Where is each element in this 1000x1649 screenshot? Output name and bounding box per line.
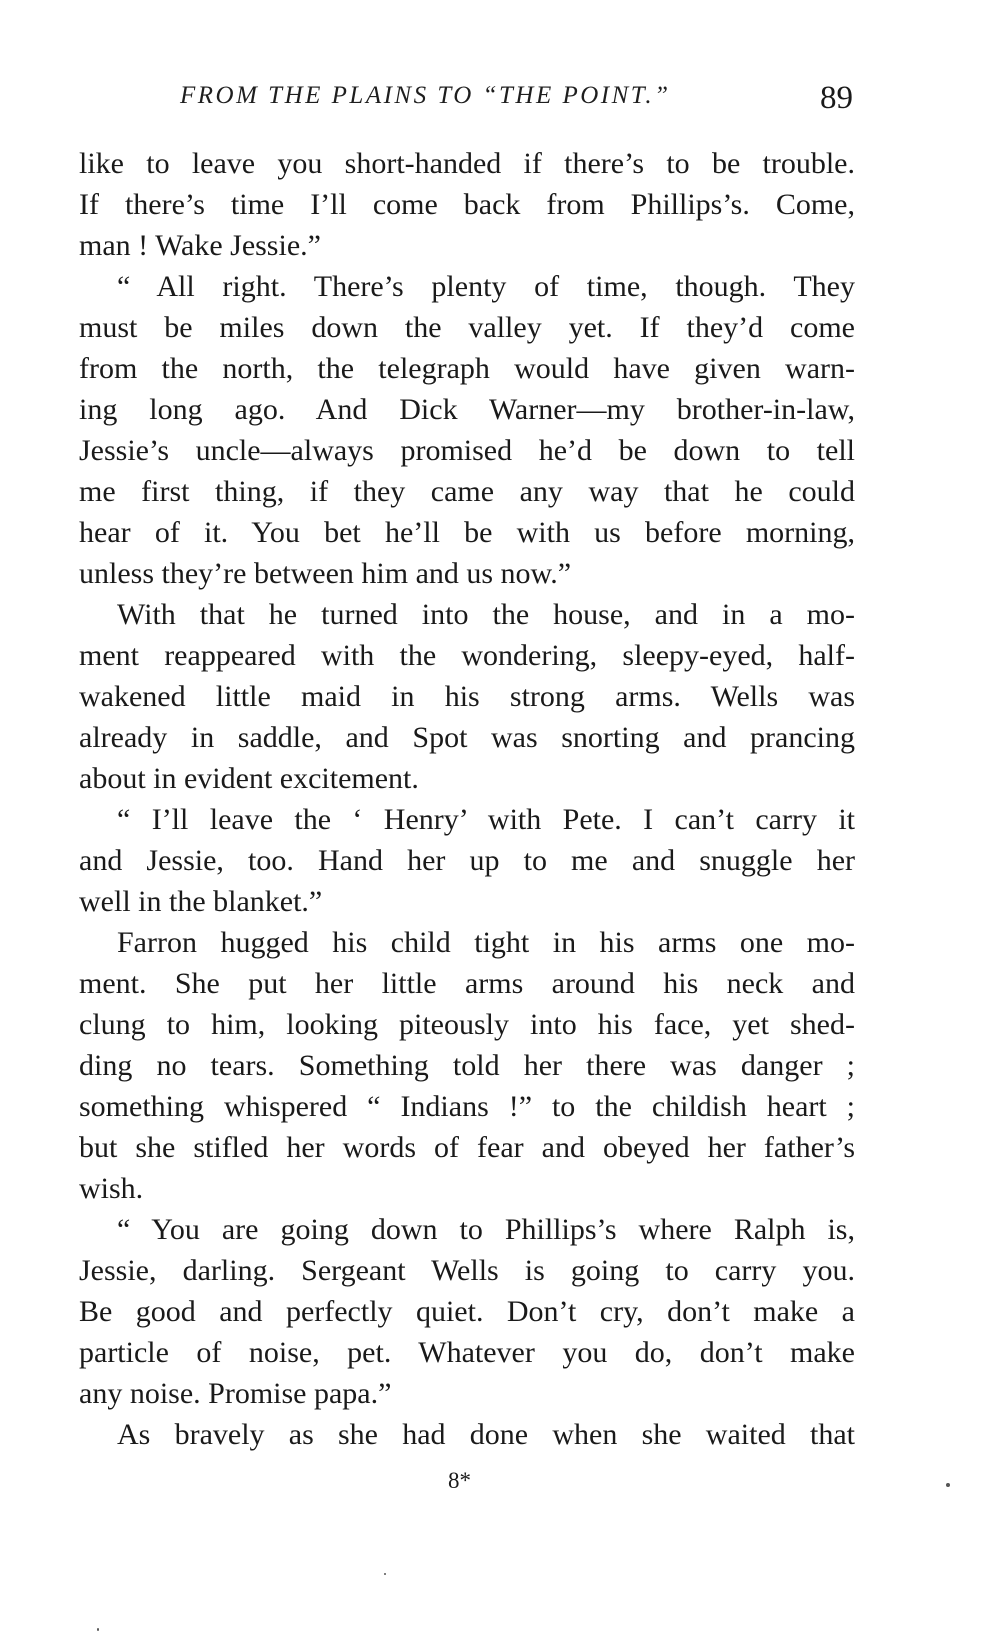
- ink-speck: [97, 1628, 99, 1631]
- text-line: “ All right. There’s plenty of time, though. They: [117, 270, 855, 303]
- signature-mark: 8*: [448, 1468, 471, 1493]
- text-line: With that he turned into the house, and in a mo-: [117, 598, 855, 631]
- text-line: well in the blanket.”: [79, 885, 323, 918]
- ink-speck: [384, 1573, 386, 1575]
- text-line: like to leave you short-handed if there’s to be trouble.: [79, 147, 855, 180]
- text-line: but she stifled her words of fear and obeyed her father’s: [79, 1131, 855, 1164]
- text-line: already in saddle, and Spot was snorting and prancing: [79, 721, 855, 754]
- text-line: and Jessie, too. Hand her up to me and snuggle her: [79, 844, 855, 877]
- text-line: wakened little maid in his strong arms. Wells was: [79, 680, 855, 713]
- text-line: wish.: [79, 1172, 144, 1205]
- text-line: Farron hugged his child tight in his arms one mo-: [117, 926, 855, 959]
- text-line: man ! Wake Jessie.”: [79, 229, 321, 262]
- ink-speck: [946, 1483, 950, 1487]
- page-number: 89: [820, 80, 853, 116]
- text-line: particle of noise, pet. Whatever you do, don’t make: [79, 1336, 855, 1369]
- text-line: ment reappeared with the wondering, sleepy-eyed, half-: [79, 639, 855, 672]
- text-line: ding no tears. Something told her there was danger ;: [79, 1049, 855, 1082]
- running-title: FROM THE PLAINS TO “THE POINT.”: [180, 82, 671, 109]
- text-line: unless they’re between him and us now.”: [79, 557, 572, 590]
- text-line: clung to him, looking piteously into his face, yet shed-: [79, 1008, 855, 1041]
- text-line: about in evident excitement.: [79, 762, 419, 795]
- text-line: Jessie’s uncle—always promised he’d be down to tell: [79, 434, 855, 467]
- text-line: Be good and perfectly quiet. Don’t cry, don’t make a: [79, 1295, 855, 1328]
- text-line: me first thing, if they came any way that he could: [79, 475, 855, 508]
- text-line: If there’s time I’ll come back from Phillips’s. Come,: [79, 188, 855, 221]
- text-line: As bravely as she had done when she waited that: [117, 1418, 855, 1451]
- text-line: Jessie, darling. Sergeant Wells is going to carry you.: [79, 1254, 855, 1287]
- text-line: ment. She put her little arms around his neck and: [79, 967, 855, 1000]
- text-line: something whispered “ Indians !” to the childish heart ;: [79, 1090, 855, 1123]
- body-text: [79, 143, 855, 1455]
- text-line: must be miles down the valley yet. If they’d come: [79, 311, 855, 344]
- text-line: “ I’ll leave the ‘ Henry’ with Pete. I can’t carry it: [117, 803, 855, 836]
- text-line: from the north, the telegraph would have given warn-: [79, 352, 855, 385]
- text-line: any noise. Promise papa.”: [79, 1377, 392, 1410]
- text-line: ing long ago. And Dick Warner—my brother-in-law,: [79, 393, 855, 426]
- text-line: “ You are going down to Phillips’s where Ralph is,: [117, 1213, 855, 1246]
- text-line: hear of it. You bet he’ll be with us before morning,: [79, 516, 855, 549]
